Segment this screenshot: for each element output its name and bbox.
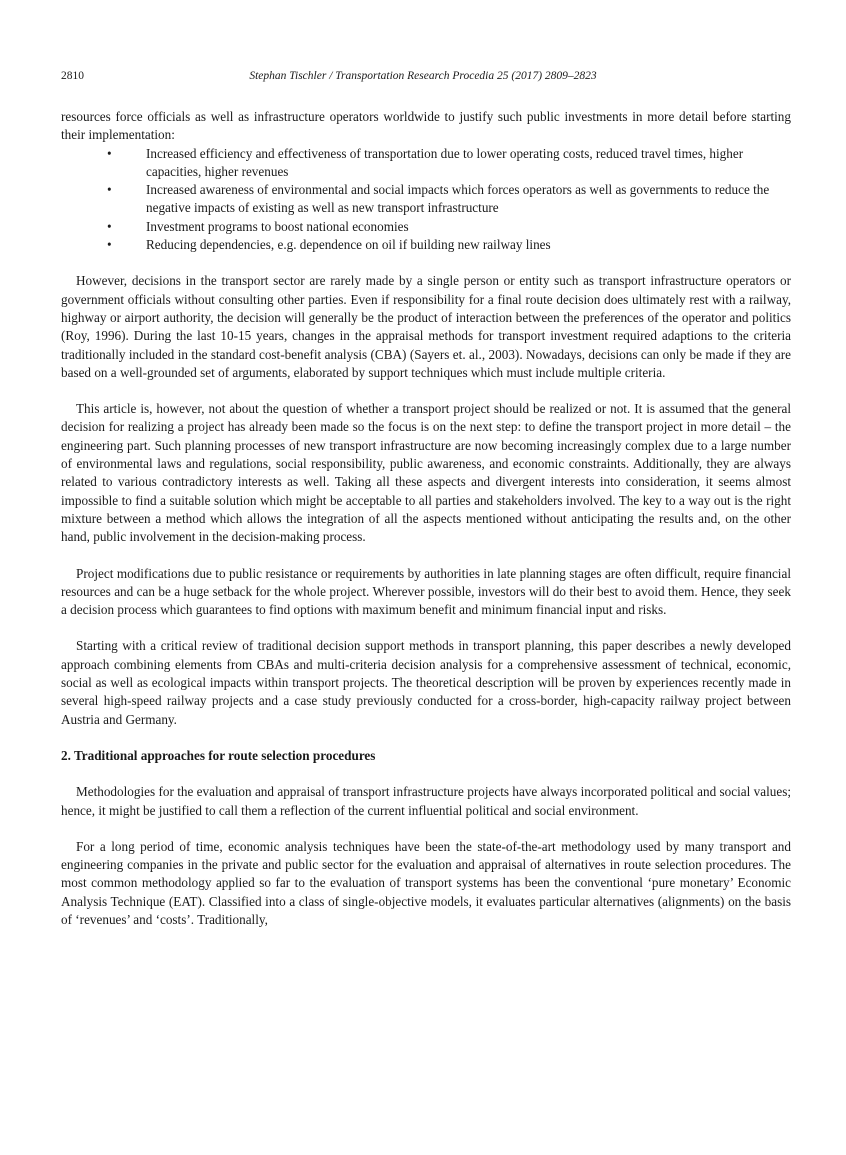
- section-heading: 2. Traditional approaches for route selection procedures: [61, 747, 376, 763]
- paragraph-spacer: [61, 382, 791, 400]
- paragraph-project-modifications: Project modifications due to public resistance or requirements by authorities in late planning stages are often difficult, require financial resources and can be a huge setback for the whole project. Wherever possible, investors will do their best to avoid them. Hence, they seek a decision process which guarantees to find options with maximum benefit and minimum financial input and risks.: [61, 565, 791, 618]
- page-number: 2810: [61, 70, 84, 82]
- bullet-item: [61, 181, 791, 218]
- paragraph-decision-making: However, decisions in the transport sector are rarely made by a single person or entity such as transport infrastructure operators or government officials without consulting other parties. Even if responsibility for a final route decision does ultimately rest with a railway, highway or airport authority, the decision will generally be the product of interaction between the preferences of the operator and politics (Roy, 1996). During the last 10-15 years, changes in the appraisal methods for transport investment required adaptions to the criteria traditionally included in the standard cost-benefit analysis (CBA) (Sayers et. al., 2003). Nowadays, decisions can only be made if they are based on a well-grounded set of arguments, elaborated by support techniques which must include multiple criteria.: [61, 273, 791, 380]
- bullet-icon: •: [107, 218, 112, 234]
- bullet-item: [61, 145, 791, 182]
- bullet-text: Investment programs to boost national economies: [146, 218, 409, 234]
- paragraph-spacer: [61, 254, 791, 272]
- bullet-item: [61, 218, 791, 236]
- bullet-icon: •: [107, 145, 112, 161]
- bullet-list: [61, 145, 791, 255]
- bullet-text: Increased awareness of environmental and social impacts which forces operators as well as governments to reduce the negative impacts of existing as well as new transport infrastructure: [146, 182, 770, 216]
- intro-paragraph: resources force officials as well as infrastructure operators worldwide to justify such public investments in more detail before starting their implementation:: [61, 109, 791, 143]
- paragraph-spacer: [61, 820, 791, 838]
- paragraph-spacer: [61, 765, 791, 783]
- bullet-text: Increased efficiency and effectiveness of transportation due to lower operating costs, reduced travel times, higher capacities, higher revenues: [146, 145, 744, 179]
- paragraph-article-scope: This article is, however, not about the question of whether a transport project should be realized or not. It is assumed that the general decision for realizing a project has already been made so the focus is on the next step: to define the transport project in more detail – the engineering part. Such planning processes of new transport infrastructure are now becoming increasingly complex due to a large number of environmental laws and regulations, social responsibility, public awareness, and economic constraints. Additionally, they are always related to various contradictory interests as well. Taking all these aspects and divergent interests into consideration, it seems almost impossible to find a suitable solution which might be acceptable to all parties and stakeholders involved. The key to a way out is the right mixture between a method which allows the integration of all the aspects mentioned without anticipating the results and, on the other hand, public involvement in the decision-making process.: [61, 401, 791, 545]
- paragraph-spacer: [61, 729, 791, 747]
- bullet-text: Reducing dependencies, e.g. dependence on oil if building new railway lines: [146, 237, 551, 253]
- bullet-icon: •: [107, 182, 112, 198]
- running-header: [61, 70, 785, 86]
- article-body: [61, 108, 791, 929]
- bullet-item: [61, 236, 791, 254]
- paragraph-economic-analysis: For a long period of time, economic analysis techniques have been the state-of-the-art methodology used by many transport and engineering companies in the private and public sector for the evaluation and appraisal of alternatives in route selection procedures. The most common methodology applied so far to the evaluation of transport systems has been the conventional ‘pure monetary’ Economic Analysis Technique (EAT). Classified into a class of single-objective models, it evaluates particular alternatives (alignments) on the basis of ‘revenues’ and ‘costs’. Traditionally,: [61, 838, 791, 927]
- paragraph-methodologies: Methodologies for the evaluation and appraisal of transport infrastructure projects have always incorporated political and social values; hence, it might be justified to call them a reflection of the current influential political and social environment.: [61, 784, 791, 818]
- bullet-icon: •: [107, 237, 112, 253]
- journal-citation: Stephan Tischler / Transportation Research Procedia 25 (2017) 2809–2823: [249, 70, 597, 82]
- paragraph-paper-overview: Starting with a critical review of traditional decision support methods in transport planning, this paper describes a newly developed approach combining elements from CBAs and multi-criteria decision analysis for a comprehensive assessment of technical, economic, social as well as ecological impacts within transport projects. The theoretical description will be proven by experiences recently made in several high-speed railway projects and a case study previously conducted for a cross-border, high-capacity railway project between Austria and Germany.: [61, 638, 791, 727]
- paragraph-spacer: [61, 547, 791, 565]
- paragraph-spacer: [61, 619, 791, 637]
